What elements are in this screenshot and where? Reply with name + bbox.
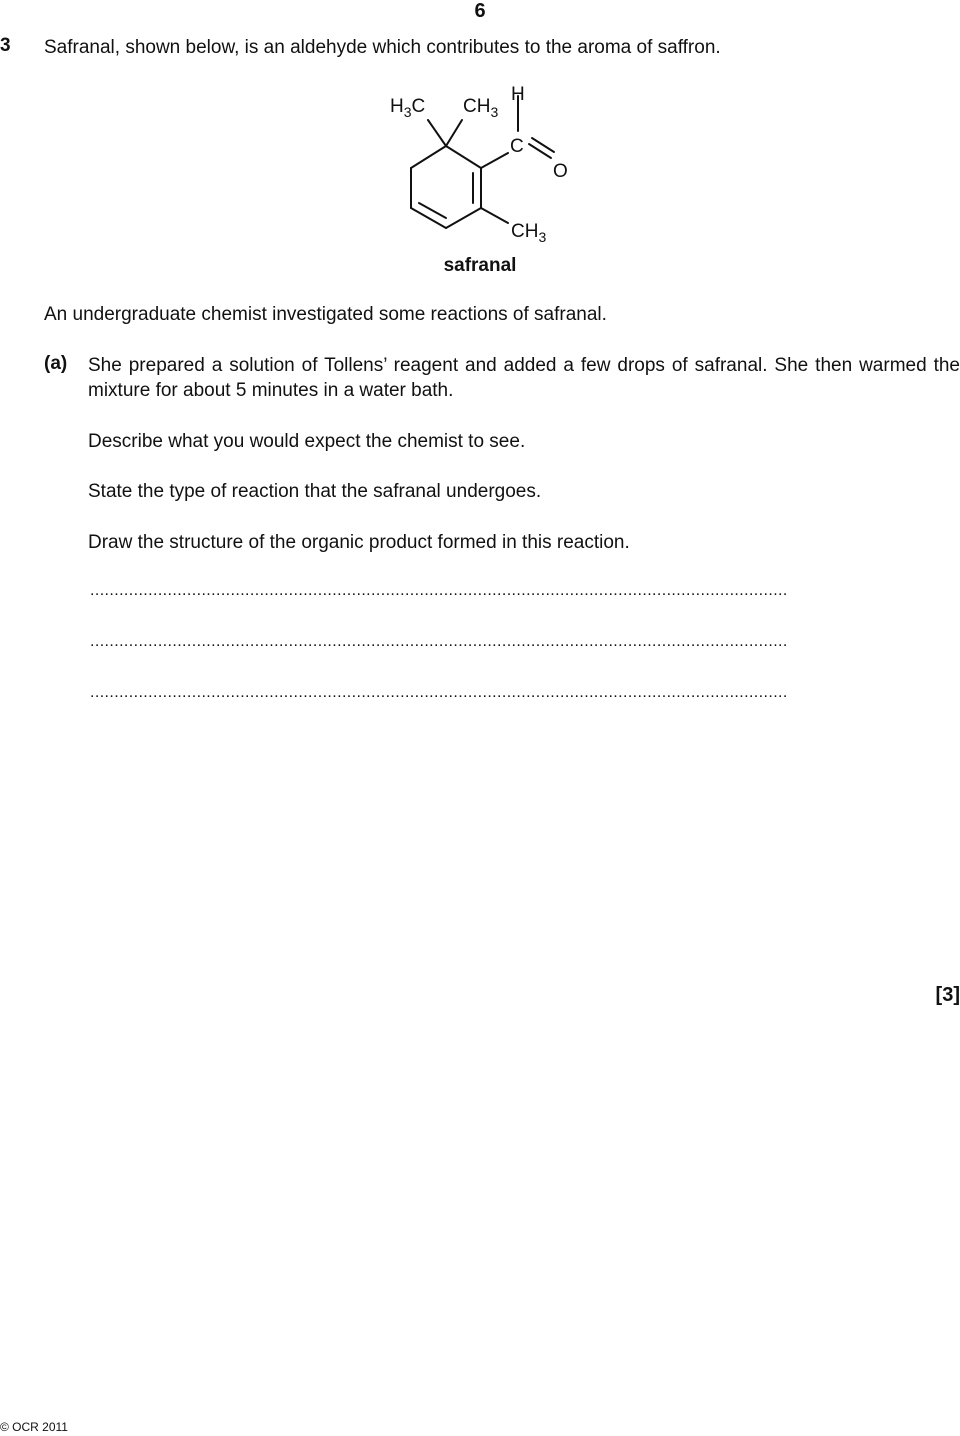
- answer-line[interactable]: ................................................................................................................................................: [90, 582, 788, 599]
- structure-caption: safranal: [443, 255, 517, 276]
- label-h3c: $H_3C$: [390, 96, 426, 120]
- methyl-bond-right: [446, 120, 462, 146]
- safranal-structure-diagram: [0, 75, 960, 285]
- label-ch3-top: $CH_3$: [463, 96, 499, 120]
- prompt-reaction-type: State the type of reaction that the safranal undergoes.: [88, 481, 542, 502]
- copyright-footer: © OCR 2011: [0, 1420, 68, 1434]
- question-number: 3: [0, 35, 11, 56]
- methyl-bond-left: [428, 120, 446, 146]
- label-h: H: [511, 84, 525, 105]
- methyl-bond-bottom: [481, 208, 508, 223]
- ring-bond: [411, 146, 446, 168]
- c-o-double-bond-2: [532, 138, 554, 152]
- prompt-describe: Describe what you would expect the chemist to see.: [88, 431, 526, 452]
- label-c: C: [510, 136, 524, 157]
- question-intro: Safranal, shown below, is an aldehyde which contributes to the aroma of saffron.: [44, 37, 721, 58]
- ring-bond: [446, 208, 481, 228]
- investigation-text: An undergraduate chemist investigated some reactions of safranal.: [44, 304, 607, 325]
- label-ch3-bottom: $CH_3$: [511, 221, 547, 245]
- aldehyde-bond: [481, 153, 508, 168]
- ring-bond: [411, 208, 446, 228]
- answer-line[interactable]: ................................................................................................................................................: [90, 684, 788, 701]
- part-a-text: She prepared a solution of Tollens’ reagent and added a few drops of safranal. She then warmed the mixture for about 5 minutes in a water bath.: [88, 355, 960, 401]
- c-o-double-bond-1: [529, 144, 551, 158]
- ring-bond: [446, 146, 481, 168]
- prompt-draw-structure: Draw the structure of the organic product formed in this reaction.: [88, 532, 630, 553]
- part-a-label: (a): [44, 353, 68, 374]
- answer-line[interactable]: ................................................................................................................................................: [90, 633, 788, 650]
- page-number: 6: [474, 0, 486, 22]
- label-o: O: [553, 161, 568, 182]
- marks-indicator: [3]: [935, 984, 960, 1006]
